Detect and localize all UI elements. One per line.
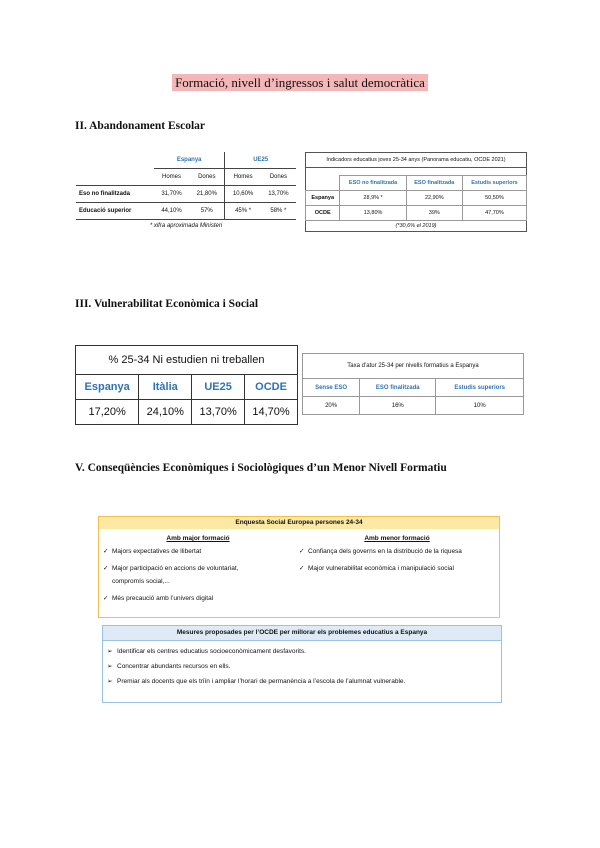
subheader: Dones: [269, 174, 288, 180]
list-item: ➢ Premiar als docents que els triïn i ampliar l’horari de permanència a l’escola de l’alumnat vulnerable.: [107, 678, 406, 685]
page-title: Formació, nivell d’ingressos i salut democràtica: [0, 74, 600, 92]
subheader: Homes: [225, 169, 261, 186]
less-training-column: Amb menor formació ✓ Confiança dels governs en la distribució de la riquesa ✓ Major vulnerabilitat econòmica i manipulació social: [299, 535, 495, 580]
check-icon: ✓: [103, 595, 109, 602]
unemployment-table: Taxa d’atur 25-34 per nivells formatius a Espanya Sense ESO ESO finalitzada Estudis superiors 20% 16% 10%: [302, 353, 524, 415]
check-icon: ✓: [299, 565, 305, 572]
group-espanya: Espanya: [154, 152, 225, 169]
arrow-icon: ➢: [107, 648, 113, 655]
table-row: 17,20% 24,10% 13,70% 14,70%: [76, 400, 298, 425]
section-heading-abandonament: II. Abandonament Escolar: [75, 120, 206, 132]
list-item: ✓ Major participació en accions de voluntariat,: [103, 563, 293, 575]
table-title: Taxa d’atur 25-34 per nivells formatius a Espanya: [303, 354, 524, 379]
measures-title: Mesures proposades per l’OCDE per millorar els problemes educatius a Espanya: [103, 626, 501, 641]
list-item: ✓ Confiança dels governs en la distribució de la riquesa: [299, 546, 495, 558]
section-heading-vulnerabilitat: III. Vulnerabilitat Econòmica i Social: [75, 298, 259, 310]
table-row: Educació superior 44,10% 57% 45% * 58% *: [76, 203, 296, 220]
check-icon: ✓: [299, 548, 305, 555]
table-title: % 25-34 Ni estudien ni treballen: [76, 346, 298, 375]
more-training-column: Amb major formació ✓ Majors expectatives de llibertat ✓ Major participació en accions de voluntariat, compromís social,... ✓ Més precaució amb l’univers digital: [103, 535, 293, 610]
list-item: ✓ Major vulnerabilitat econòmica i manipulació social: [299, 563, 495, 575]
table-note: * xifra aproximada Ministeri: [149, 222, 223, 229]
subheader: Dones: [198, 174, 216, 180]
table-title: Indicadors educatius joves 25-34 anys (Panorama educatiu, OCDE 2021): [306, 153, 527, 168]
section-heading-consequencies: V. Conseqüències Econòmiques i Sociològiques d’un Menor Nivell Formatiu: [75, 462, 447, 474]
table-note: (*30,6% el 2019): [395, 223, 437, 229]
list-item: ✓ Més precaució amb l’univers digital: [103, 593, 293, 605]
measures-box: [102, 625, 502, 703]
table-row: OCDE 13,80% 39% 47,70%: [306, 206, 527, 221]
subheader: Homes: [161, 174, 181, 180]
table-row: 20% 16% 10%: [303, 397, 524, 415]
group-ue25: UE25: [225, 152, 296, 169]
neet-table: % 25-34 Ni estudien ni treballen Espanya Itàlia UE25 OCDE 17,20% 24,10% 13,70% 14,70%: [75, 345, 298, 425]
arrow-icon: ➢: [107, 678, 113, 685]
survey-title: Enquesta Social Europea persones 24-34: [99, 517, 499, 529]
check-icon: ✓: [103, 565, 109, 572]
table-row: Eso no finalitzada 31,70% 21,80% 10,60% 13,70%: [76, 186, 296, 203]
indicators-table: Indicadors educatius joves 25-34 anys (Panorama educatiu, OCDE 2021) ESO no finalitzada ESO finalitzada Estudis superiors Espanya 28,9% * 22,90% 50,50% OCDE 13,80% 39% 47,70% (*30,6% el 2019): [305, 152, 527, 232]
list-item: compromís social,...: [112, 578, 170, 585]
table-row: Espanya 28,9% * 22,90% 50,50%: [306, 191, 527, 206]
survey-box: [98, 516, 500, 618]
dropout-table: [76, 152, 296, 231]
list-item: ✓ Majors expectatives de llibertat: [103, 546, 293, 558]
arrow-icon: ➢: [107, 663, 113, 670]
list-item: ➢ Identificar els centres educatius socioeconòmicament desfavorits.: [107, 648, 306, 655]
check-icon: ✓: [103, 548, 109, 555]
list-item: ➢ Concentrar abundants recursos en ells.: [107, 663, 231, 670]
